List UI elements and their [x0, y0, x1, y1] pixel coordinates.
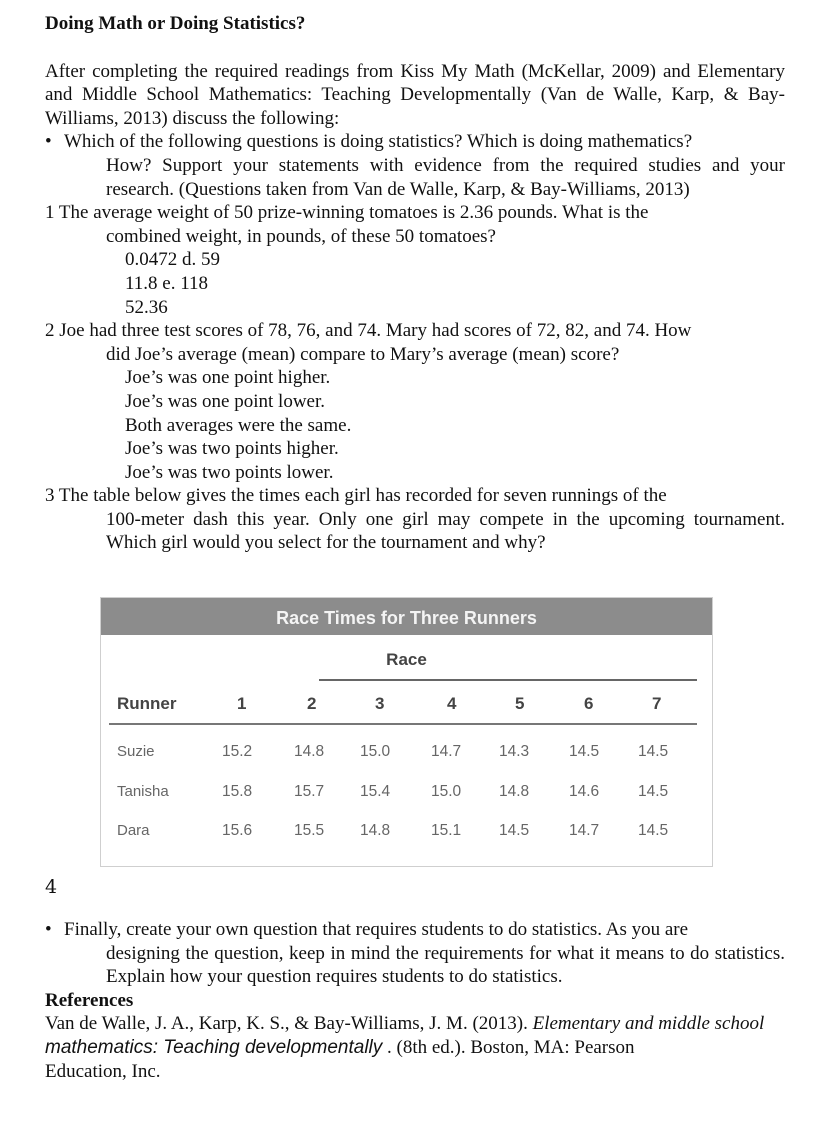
time-cell: 15.6	[222, 822, 253, 839]
question-1-continuation: combined weight, in pounds, of these 50 tomatoes?	[106, 225, 496, 247]
runner-name: Dara	[117, 822, 150, 839]
page-title: Doing Math or Doing Statistics?	[45, 13, 306, 34]
time-cell: 14.5	[638, 743, 669, 760]
time-cell: 15.5	[294, 822, 325, 839]
runner-name: Suzie	[117, 743, 155, 760]
answer-option: Joe’s was two points lower.	[125, 461, 334, 483]
document-body	[45, 10, 785, 555]
answer-option: 0.0472 d. 59	[125, 249, 220, 271]
table-group-label: Race	[386, 650, 427, 669]
runner-header: Runner	[117, 694, 177, 713]
time-cell: 15.7	[294, 783, 325, 800]
time-cell: 15.0	[360, 743, 391, 760]
bullet-dot-icon: •	[45, 919, 52, 940]
answer-option: Joe’s was two points higher.	[125, 438, 339, 460]
race-times-table	[100, 597, 713, 867]
question-3	[45, 484, 785, 555]
bullet-question-1	[45, 130, 785, 201]
answer-option: Joe’s was one point higher.	[125, 367, 331, 389]
group-rule	[319, 679, 697, 681]
time-cell: 14.5	[499, 822, 530, 839]
bullet-2-continuation: designing the question, keep in mind the requirements for what it means to do statistics. Explain how your question requires students to do statistics.	[106, 942, 785, 988]
bullet-1-continuation: How? Support your statements with evidence from the required studies and your research. (Questions taken from Van de Walle, Karp, & Bay-Williams, 2013)	[106, 154, 785, 200]
reference-title-2: mathematics: Teaching developmentally	[45, 1036, 383, 1058]
answer-option: 52.36	[125, 296, 168, 318]
race-header: 3	[375, 694, 385, 713]
question-3-head: 3 The table below gives the times each girl has recorded for seven runnings of the	[45, 485, 667, 507]
answer-option: Joe’s was one point lower.	[125, 390, 326, 412]
answer-option: 11.8 e. 118	[125, 272, 209, 294]
time-cell: 14.6	[569, 783, 600, 800]
time-cell: 15.8	[222, 783, 253, 800]
time-cell: 14.5	[569, 743, 600, 760]
reference-authors: Van de Walle, J. A., Karp, K. S., & Bay-Williams, J. M. (2013).	[45, 1013, 533, 1035]
reference-publisher: . (8th ed.). Boston, MA: Pearson	[382, 1036, 635, 1058]
bullet-dot-icon: •	[45, 131, 52, 153]
reference-publisher-cont: Education, Inc.	[45, 1060, 161, 1082]
time-cell: 14.8	[499, 783, 530, 800]
race-header: 2	[307, 694, 317, 713]
time-cell: 14.8	[360, 822, 391, 839]
race-header: 7	[652, 694, 662, 713]
time-cell: 14.5	[638, 783, 669, 800]
answer-option: Both averages were the same.	[125, 414, 352, 436]
question-1	[45, 201, 785, 319]
table-title: Race Times for Three Runners	[101, 598, 712, 635]
race-header: 1	[237, 694, 247, 713]
references-heading: References	[45, 989, 134, 1011]
question-2-head: 2 Joe had three test scores of 78, 76, and 74. Mary had scores of 72, 82, and 74. How	[45, 320, 692, 342]
race-header: 4	[447, 694, 457, 713]
race-header: 6	[584, 694, 594, 713]
closing-section	[45, 918, 785, 1083]
intro-paragraph: After completing the required readings from Kiss My Math (McKellar, 2009) and Elementary and Middle School Mathematics: Teaching Developmentally (Van de Walle, Karp, & Bay-Williams, 2013) discuss the following:	[45, 60, 785, 129]
time-cell: 14.7	[431, 743, 462, 760]
time-cell: 15.1	[431, 822, 462, 839]
question-2	[45, 319, 785, 484]
time-cell: 15.2	[222, 743, 253, 760]
time-cell: 15.4	[360, 783, 391, 800]
bullet-1-line: Which of the following questions is doing statistics? Which is doing mathematics?	[64, 131, 693, 153]
question-2-continuation: did Joe’s average (mean) compare to Mary’s average (mean) score?	[106, 343, 620, 365]
question-1-head: 1 The average weight of 50 prize-winning tomatoes is 2.36 pounds. What is the	[45, 202, 649, 224]
time-cell: 14.5	[638, 822, 669, 839]
reference-title-1: Elementary and middle school	[532, 1013, 765, 1035]
time-cell: 15.0	[431, 783, 462, 800]
runner-name: Tanisha	[117, 783, 169, 800]
page-number: 4	[45, 876, 58, 898]
time-cell: 14.8	[294, 743, 325, 760]
time-cell: 14.7	[569, 822, 600, 839]
header-rule	[109, 723, 697, 725]
time-cell: 14.3	[499, 743, 530, 760]
race-header: 5	[515, 694, 525, 713]
question-3-continuation: 100-meter dash this year. Only one girl may compete in the upcoming tournament. Which girl would you select for the tournament and why?	[106, 508, 785, 554]
reference-entry	[45, 1012, 785, 1083]
bullet-2-line: Finally, create your own question that requires students to do statistics. As you are	[64, 919, 689, 940]
